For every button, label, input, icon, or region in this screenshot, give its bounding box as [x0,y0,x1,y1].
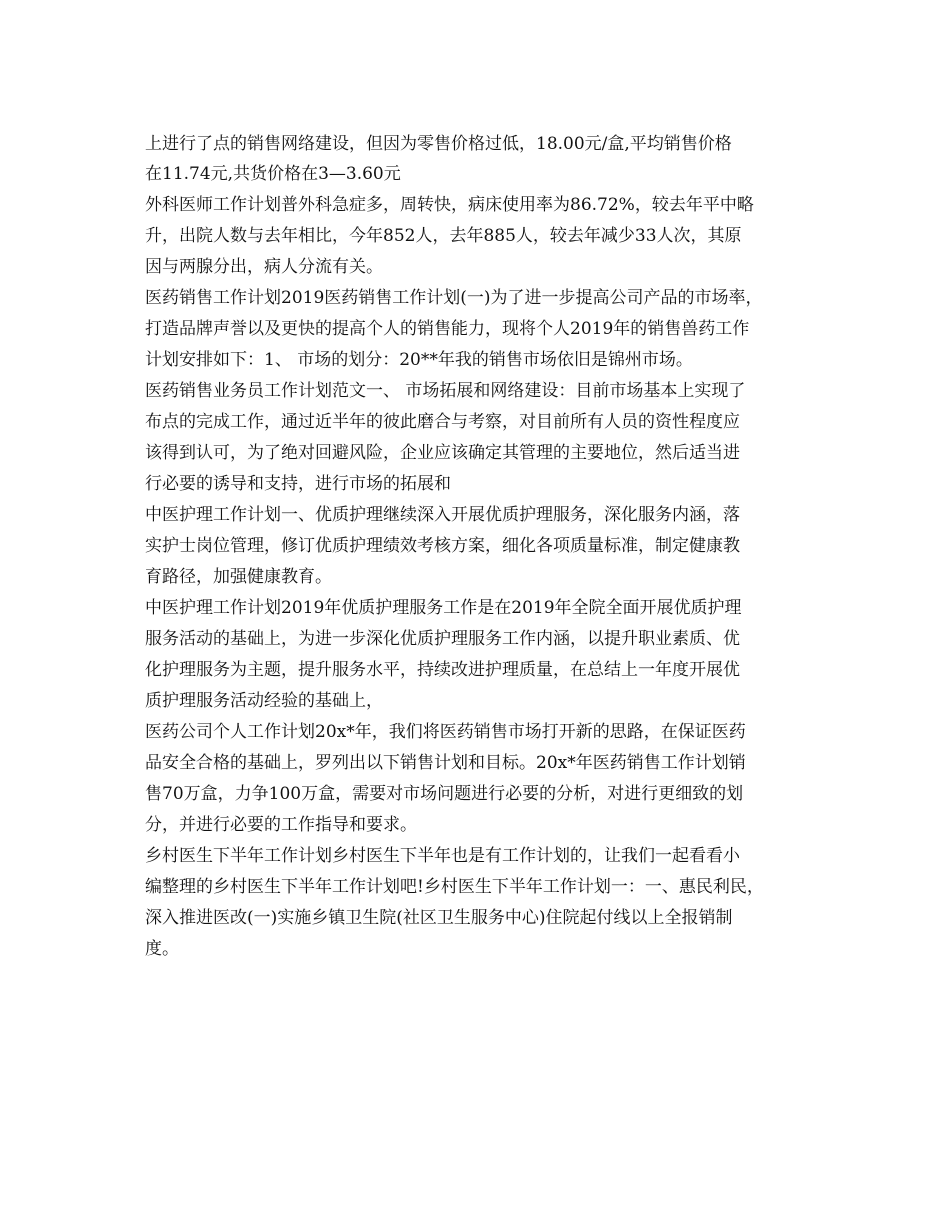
paragraph-surgeon-plan [145,190,810,283]
text-line: 售70万盒，力争100万盒，需要对市场问题进行必要的分析，对进行更细致的划 [145,784,744,804]
text-line: 医药销售工作计划2019医药销售工作计划(一)为了进一步提高公司产品的市场率， [145,288,763,308]
text-line: 育路径，加强健康教育。 [145,567,332,587]
paragraph-village-doctor-plan [145,841,810,965]
text-line: 计划安排如下：1、 市场的划分：20**年我的销售市场依旧是锦州市场。 [145,350,693,370]
text-line: 品安全合格的基础上，罗列出以下销售计划和目标。20x*年医药销售工作计划销 [145,753,746,773]
text-line: 行必要的诱导和支持，进行市场的拓展和 [145,474,451,494]
text-line: 化护理服务为主题，提升服务水平，持续改进护理质量，在总结上一年度开展优 [145,660,740,680]
paragraph-pharma-sales-plan [145,283,810,376]
text-line: 该得到认可，为了绝对回避风险，企业应该确定其管理的主要地位，然后适当进 [145,443,740,463]
paragraph-tcm-nursing-plan [145,500,810,593]
text-line: 布点的完成工作，通过近半年的彼此磨合与考察，对目前所有人员的资性程度应 [145,412,740,432]
text-line: 打造品牌声誉以及更快的提高个人的销售能力，现将个人2019年的销售兽药工作 [145,319,750,339]
text-line: 编整理的乡村医生下半年工作计划吧!乡村医生下半年工作计划一：一、惠民利民， [145,877,764,897]
paragraph-pharma-company-plan [145,717,810,841]
paragraph-sales-network [145,129,810,190]
text-line: 质护理服务活动经验的基础上， [145,691,383,711]
text-line: 中医护理工作计划2019年优质护理服务工作是在2019年全院全面开展优质护理 [145,598,742,618]
text-line: 上进行了点的销售网络建设，但因为零售价格过低，18.00元/盒,平均销售价格 [145,134,732,154]
text-line: 外科医师工作计划普外科急症多，周转快，病床使用率为86.72%，较去年平中略 [145,195,754,215]
text-line: 医药销售业务员工作计划范文一、 市场拓展和网络建设：目前市场基本上实现了 [145,381,746,401]
text-line: 乡村医生下半年工作计划乡村医生下半年也是有工作计划的，让我们一起看看小 [145,846,740,866]
paragraph-tcm-nursing-2019 [145,593,810,717]
text-line: 在11.74元,共货价格在3—3.60元 [145,164,401,184]
text-line: 分，并进行必要的工作指导和要求。 [145,815,417,835]
text-line: 升，出院人数与去年相比，今年852人，去年885人，较去年减少33人次，其原 [145,226,742,246]
text-line: 服务活动的基础上，为进一步深化优质护理服务工作内涵，以提升职业素质、优 [145,629,740,649]
text-line: 因与两腺分出，病人分流有关。 [145,257,383,277]
text-line: 中医护理工作计划一、优质护理继续深入开展优质护理服务，深化服务内涵，落 [145,505,740,525]
text-line: 实护士岗位管理，修订优质护理绩效考核方案，细化各项质量标准，制定健康教 [145,536,740,556]
text-line: 度。 [145,939,179,959]
paragraph-sales-rep-plan [145,376,810,500]
text-line: 医药公司个人工作计划20x*年，我们将医药销售市场打开新的思路，在保证医药 [145,722,746,742]
document-body [145,129,810,965]
text-line: 深入推进医改(一)实施乡镇卫生院(社区卫生服务中心)住院起付线以上全报销制 [145,908,733,928]
